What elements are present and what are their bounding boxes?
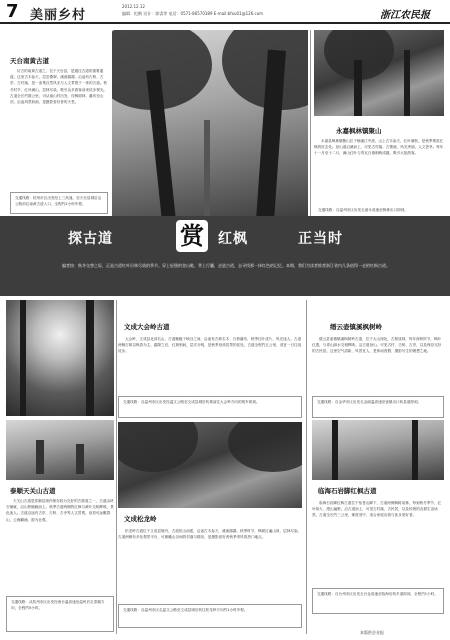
info-text-wenchengsong: 交通线路：自温州市区走温文公路至文成县城后转往松龙岭方向约1小时车程。	[123, 608, 248, 612]
info-box-jindong	[312, 396, 444, 418]
meta-date: 2012.12.12	[122, 4, 145, 9]
info-box-tiannan	[10, 192, 108, 214]
banner-words-right: 正当时	[298, 231, 343, 247]
photo-forest-path	[6, 300, 114, 416]
banner-words-left: 探古道	[68, 231, 113, 247]
banner-subtitle: 编者按：秋冬交替之际，正是古道红叶层林尽染的季节。穿上轻便的登山鞋，背上行囊，走进古道，去寻找那一抹红色的记忆。本期，我们为读者推荐浙江省内几条值得一走的红枫古道。	[62, 263, 390, 268]
info-text-linhai: 交通线路：自台州市区出发走台金高速至临海后转乡道即到，全程约1小时。	[317, 592, 438, 596]
info-box-wencheng	[118, 396, 302, 418]
article-body-yongjia: 永嘉县枫林镇聚山位于楠溪江中游，山上古木参天，红叶满枝，是秋季观赏红枫的好去处。登山道沿溪而上，可见古村落、古寨墙，风光秀丽，人文荟萃。每年十一月至十二月，满山红叶与青瓦白墙相映成趣，吸引大批游客。	[314, 139, 444, 156]
info-text-wencheng: 交通线路：自温州市区出发经温文公路至文成县城后转乘前往大会岭方向的班车即到。	[123, 400, 260, 404]
article-title-wenchengsong: 文成松龙岭	[124, 515, 157, 523]
footer-note: 本版供企业报	[360, 630, 384, 635]
info-text-yongjia: 交通线路：自温州市区出发走诸永高速至枫林出口即到。	[318, 208, 408, 212]
page-meta	[122, 3, 342, 17]
meta-editor: 编辑：纪鹤 设计：郭睿等 电话：0571-86570189 E-mail:bfxu01@126.com	[122, 11, 264, 16]
info-text-jindong: 交通线路：自金华市区出发走金丽温高速至壶镇出口转县道即到。	[317, 400, 422, 404]
page-header	[0, 0, 450, 24]
article-body-jindong: 缙云县壶镇镇溪枫树岭古道，位于大山深处，古树成林，每年深秋时节，枫叶红透，与青山绿水交相辉映。沿古道登山，可见古村、古桥、古亭，以及保存完好的古民居。这里空气清新，风景宜人，是休闲度假、摄影写生的理想之地。	[312, 337, 442, 354]
info-box-wenchengsong	[118, 604, 302, 628]
photo-red-maple	[312, 420, 444, 480]
article-body-wenchengsong: 松龙岭古道位于文成县境内，古道依山而建，沿途古木参天，溪流潺潺。秋季时节，枫树红遍山岗，层林尽染。古道两侧有多处观景平台，可俯瞰山谷间的村落与梯田，是摄影爱好者秋季采风的热门地点。	[118, 529, 302, 540]
photo-stone-path	[112, 30, 308, 216]
info-box-taishun	[6, 596, 114, 632]
photo-yongjia-trees	[314, 30, 444, 116]
info-text-tiannan: 交通线路：杭州市区出发经上三高速，至天台县城后沿公路前往南黄古道入口，全程约2小时车程。	[15, 196, 102, 206]
feature-banner	[0, 216, 450, 296]
column-divider-right-top	[310, 30, 311, 216]
column-divider-right	[306, 300, 307, 634]
info-box-yongjia	[316, 207, 444, 215]
photo-hikers	[6, 420, 114, 480]
info-text-taishun: 交通线路：从杭州市区出发经甬台温高速至温州后走泰顺方向，全程约5小时。	[11, 600, 105, 610]
article-body-wencheng: 大会岭，文成县北部名山，古道蜿蜒于峡谷之间，沿途有古树名木、石桥瀑布，秋季红叶成片，风光迷人。古道两侧古树以枫香为主，霜降之后，红黄相间，层次分明，是秋季登高赏景的佳处。古道全程约五公里，适宜一日往返徒步。	[118, 337, 302, 354]
article-body-linhai: 临海石岩脚红枫古道位于括苍山脚下，古道两侧枫树成林，每到秋冬季节，红叶似火，漫山遍野。沿古道而上，可见古村落、古民居，以及传统的农耕生活场景。古道全长约三公里，难度适中，适合家庭出游与徒步爱好者。	[312, 501, 442, 518]
newspaper-masthead: 浙江农民报	[380, 10, 430, 21]
article-title-linhai: 临海石岩脚红枫古道	[318, 487, 377, 495]
article-title-yongjia: 永嘉枫林镇聚山	[336, 127, 382, 135]
article-title-tiannan: 天台南黄古道	[10, 57, 49, 65]
article-body-taishun: 天关山古道是泰顺县境内保存较为完好的古驿道之一，古道由块石铺就，沿山势蜿蜒而上。秋季古道两侧的红枫与黄叶交相辉映，景色迷人。古道沿途有古亭、古桥、古寺等人文景观，登顶可远眺群山，云海翻涌，蔚为壮观。	[6, 499, 114, 522]
article-title-wencheng: 文成大会岭古道	[124, 323, 170, 331]
article-title-taishun: 泰顺天关山古道	[10, 487, 56, 495]
column-divider-left	[116, 300, 117, 634]
info-box-linhai	[312, 588, 444, 614]
banner-words-middle: 红枫	[218, 231, 248, 247]
page-number: 7	[6, 1, 19, 22]
section-title: 美丽乡村	[30, 8, 87, 23]
banner-big-char: 赏	[176, 220, 208, 252]
article-body-tiannan: 访古的南黄古道之，位于天台县，是通往古道的重要通道。这里古木参天，层峦叠翠，溪流潺潺，沿途有古桥、古亭、古村落，是一条集自然风光与人文景观于一体的古道。秋冬时节，红叶满山，层林尽染，吸引众多游客前来徒步观光。古道全长约数公里，可从南山村出发，经枫树林、瀑布至山顶，沿途风景如画，是摄影爱好者的天堂。	[10, 69, 108, 105]
article-title-jindong: 缙云壶镇溪枫树岭	[330, 323, 382, 331]
photo-mountain-path	[118, 422, 302, 508]
